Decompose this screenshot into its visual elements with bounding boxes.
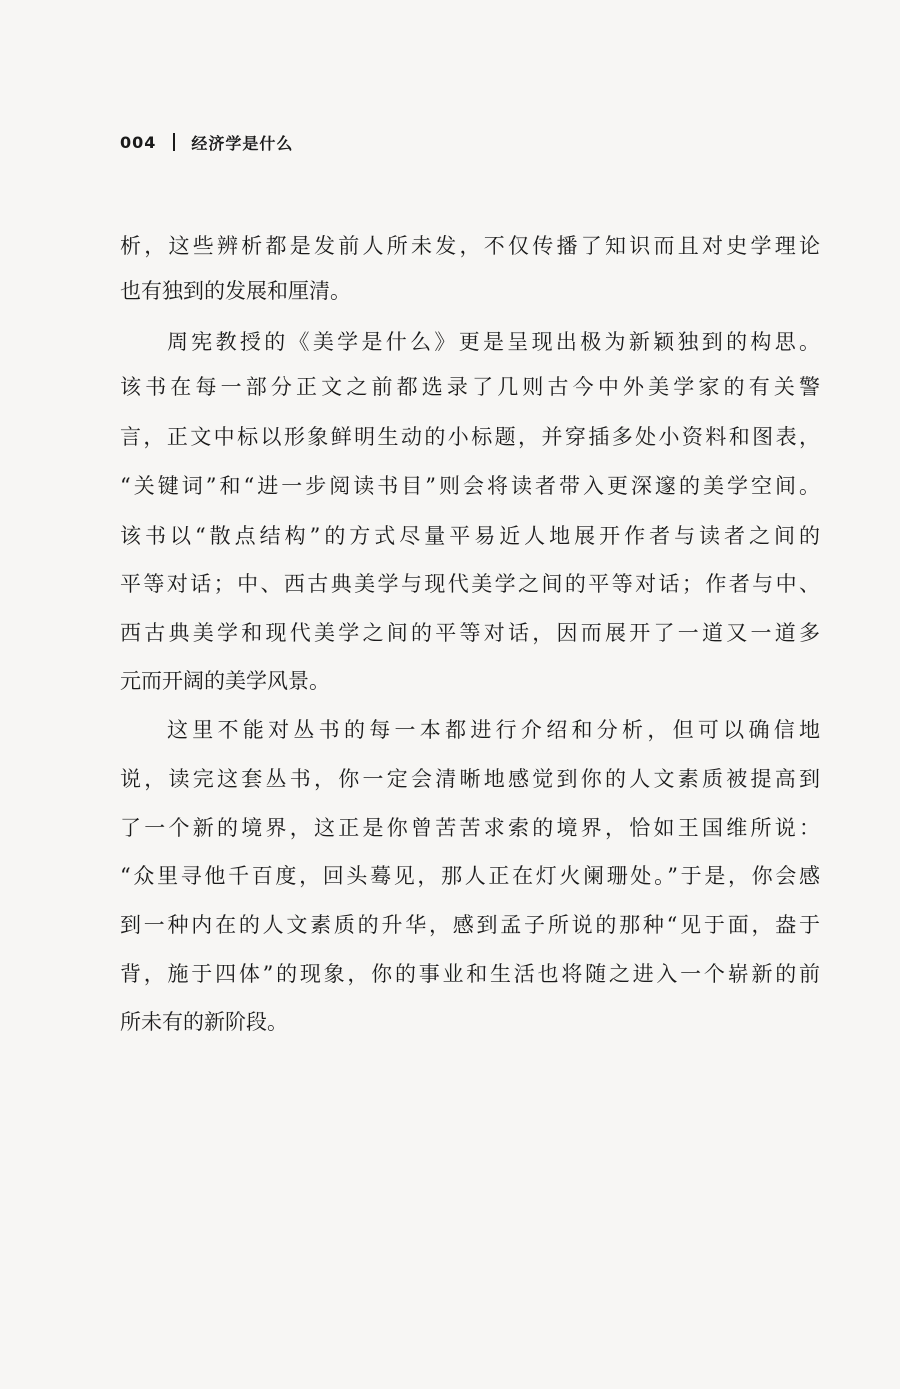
- text-line: 了一个新的境界，这正是你曾苦苦求索的境界，恰如王国维所说：: [120, 816, 820, 840]
- text-line: 言，正文中标以形象鲜明生动的小标题，并穿插多处小资料和图表，: [120, 425, 820, 449]
- text-line: 也有独到的发展和厘清。: [120, 279, 351, 303]
- text-line: 说，读完这套丛书，你一定会清晰地感觉到你的人文素质被提高到: [120, 767, 820, 791]
- text-line: 平等对话；中、西古典美学与现代美学之间的平等对话；作者与中、: [120, 572, 820, 596]
- text-line: 元而开阔的美学风景。: [120, 669, 330, 693]
- text-line: 所未有的新阶段。: [120, 1010, 288, 1034]
- text-line: 析，这些辨析都是发前人所未发，不仅传播了知识而且对史学理论: [120, 234, 820, 258]
- page-number: 004: [120, 132, 157, 152]
- text-line: 该书以“散点结构”的方式尽量平易近人地展开作者与读者之间的: [120, 524, 820, 548]
- text-line: 西古典美学和现代美学之间的平等对话，因而展开了一道又一道多: [120, 621, 820, 645]
- text-line: 周宪教授的《美学是什么》更是呈现出极为新颖独到的构思。: [167, 330, 820, 354]
- text-line: 这里不能对丛书的每一本都进行介绍和分析，但可以确信地: [167, 718, 820, 742]
- text-line: “众里寻他千百度，回头蓦见，那人正在灯火阑珊处。”于是，你会感: [120, 864, 820, 888]
- text-line: 到一种内在的人文素质的升华，感到孟子所说的那种“见于面，盎于: [120, 913, 820, 937]
- text-line: 该书在每一部分正文之前都选录了几则古今中外美学家的有关警: [120, 375, 820, 399]
- running-header: [120, 128, 293, 156]
- text-line: “关键词”和“进一步阅读书目”则会将读者带入更深邃的美学空间。: [120, 474, 820, 498]
- header-divider: [173, 133, 175, 151]
- text-line: 背，施于四体”的现象，你的事业和生活也将随之进入一个崭新的前: [120, 962, 820, 986]
- book-title: 经济学是什么: [191, 133, 294, 153]
